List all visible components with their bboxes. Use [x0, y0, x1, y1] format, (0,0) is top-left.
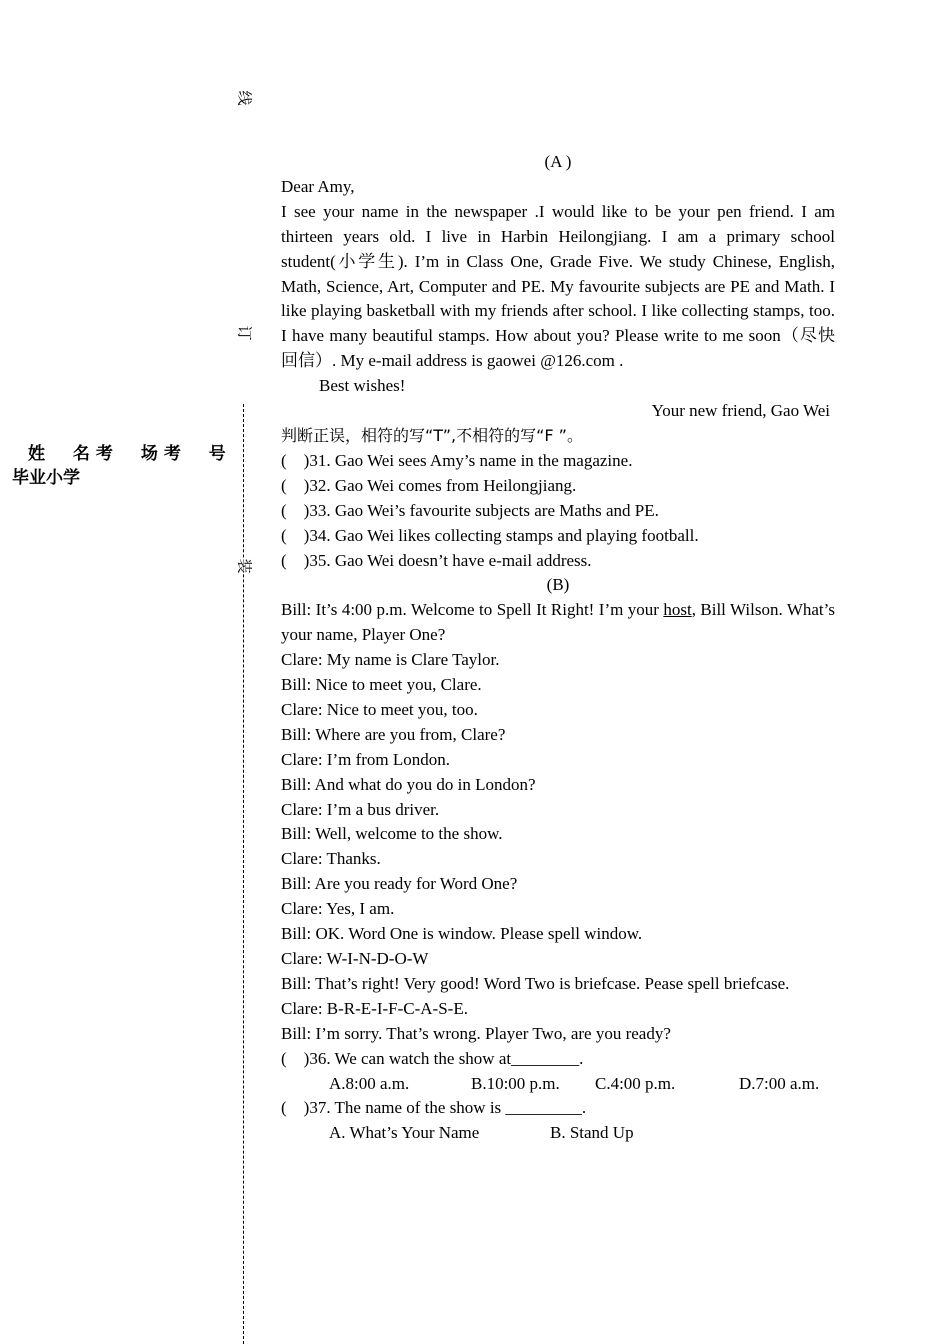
dialogue-line: Bill: Nice to meet you, Clare. [281, 675, 482, 695]
passage-a-heading: (A ) [544, 152, 572, 171]
dialogue-line: Bill: OK. Word One is window. Please spell window. [281, 924, 643, 944]
question-35: ( )35. Gao Wei doesn’t have e-mail address. [281, 550, 592, 570]
student-info-block [12, 442, 232, 490]
dialogue-line: Clare: I’m a bus driver. [281, 799, 440, 819]
question-31: ( )31. Gao Wei sees Amy’s name in the magazine. [281, 450, 633, 470]
letter-greeting: Dear Amy, [281, 176, 355, 196]
dialogue-line: Clare: I’m from London. [281, 749, 451, 769]
dialogue-line: Bill: And what do you do in London? [281, 774, 536, 794]
question-37: ( )37. The name of the show is _________. [281, 1098, 587, 1118]
question-32: ( )32. Gao Wei comes from Heilongjiang. [281, 475, 577, 495]
dialogue-line: Bill: Well, welcome to the show. [281, 824, 503, 844]
dialogue-line: Clare: My name is Clare Taylor. [281, 650, 500, 670]
passage-b-heading: (B) [546, 575, 570, 595]
question-34: ( )34. Gao Wei likes collecting stamps and playing football. [281, 525, 699, 545]
letter-closing: Best wishes! [319, 376, 406, 396]
dialogue-line: Bill: That’s right! Very good! Word Two is briefcase. Pease spell briefcase. [281, 973, 790, 993]
dialogue-line: Clare: Thanks. [281, 849, 381, 869]
question-37-options [281, 1121, 835, 1146]
question-33: ( )33. Gao Wei’s favourite subjects are Maths and PE. [281, 500, 659, 520]
question-36: ( )36. We can watch the show at________. [281, 1048, 584, 1068]
question-36-options [281, 1072, 835, 1097]
dialogue-intro-after: , Bill Wilson. What’s your name, Player One? [281, 600, 835, 645]
option-b: B.10:00 p.m. [471, 1073, 560, 1093]
binding-char-xian: 线 [235, 90, 252, 106]
binding-dashed-line [243, 404, 244, 1344]
student-info-school: 毕业小学 [12, 468, 80, 488]
exam-content [281, 150, 835, 1146]
binding-char-zhuang: 装 [235, 558, 252, 574]
tf-instructions: 判断正误，相符的写“T”,不相符的写“F ”。 [281, 425, 583, 445]
dialogue-line: Bill: Where are you from, Clare? [281, 724, 506, 744]
letter-signature: Your new friend, Gao Wei [651, 401, 830, 421]
dialogue-line: Bill: Are you ready for Word One? [281, 874, 518, 894]
dialogue-line: Bill: I’m sorry. That’s wrong. Player Two, are you ready? [281, 1023, 671, 1043]
dialogue-line: Clare: Yes, I am. [281, 899, 395, 919]
underlined-word-host: host [663, 600, 692, 620]
letter-body: I see your name in the newspaper .I would like to be your pen friend. I am thirteen years old. I live in Harbin Heilongjiang. I am a primary school student(小学生). I’m in Class One, Grade Five. We study Chinese, English, Math, Science, Art, Computer and PE. My favourite subjects are PE and Math. I like playing basketball with my friends after school. I like collecting stamps, too. I have many beautiful stamps. How about you? Please write to me soon（尽快回信）. My e-mail address is gaowei @126.com . [281, 201, 835, 371]
option-b: B. Stand Up [550, 1123, 634, 1143]
dialogue-line: Clare: Nice to meet you, too. [281, 699, 478, 719]
binding-char-ding: 订 [235, 325, 252, 341]
option-a: A.8:00 a.m. [329, 1073, 410, 1093]
dialogue-line: Clare: B-R-E-I-F-C-A-S-E. [281, 998, 468, 1018]
option-d: D.7:00 a.m. [739, 1073, 820, 1093]
dialogue-intro-before: Bill: It’s 4:00 p.m. Welcome to Spell It Right! I’m your [281, 600, 664, 620]
option-c: C.4:00 p.m. [595, 1073, 676, 1093]
option-a: A. What’s Your Name [329, 1123, 480, 1143]
student-info-fields: 姓 名考 场考 号 [28, 444, 232, 464]
dialogue-line-intro [281, 598, 835, 648]
dialogue-line: Clare: W-I-N-D-O-W [281, 949, 429, 968]
